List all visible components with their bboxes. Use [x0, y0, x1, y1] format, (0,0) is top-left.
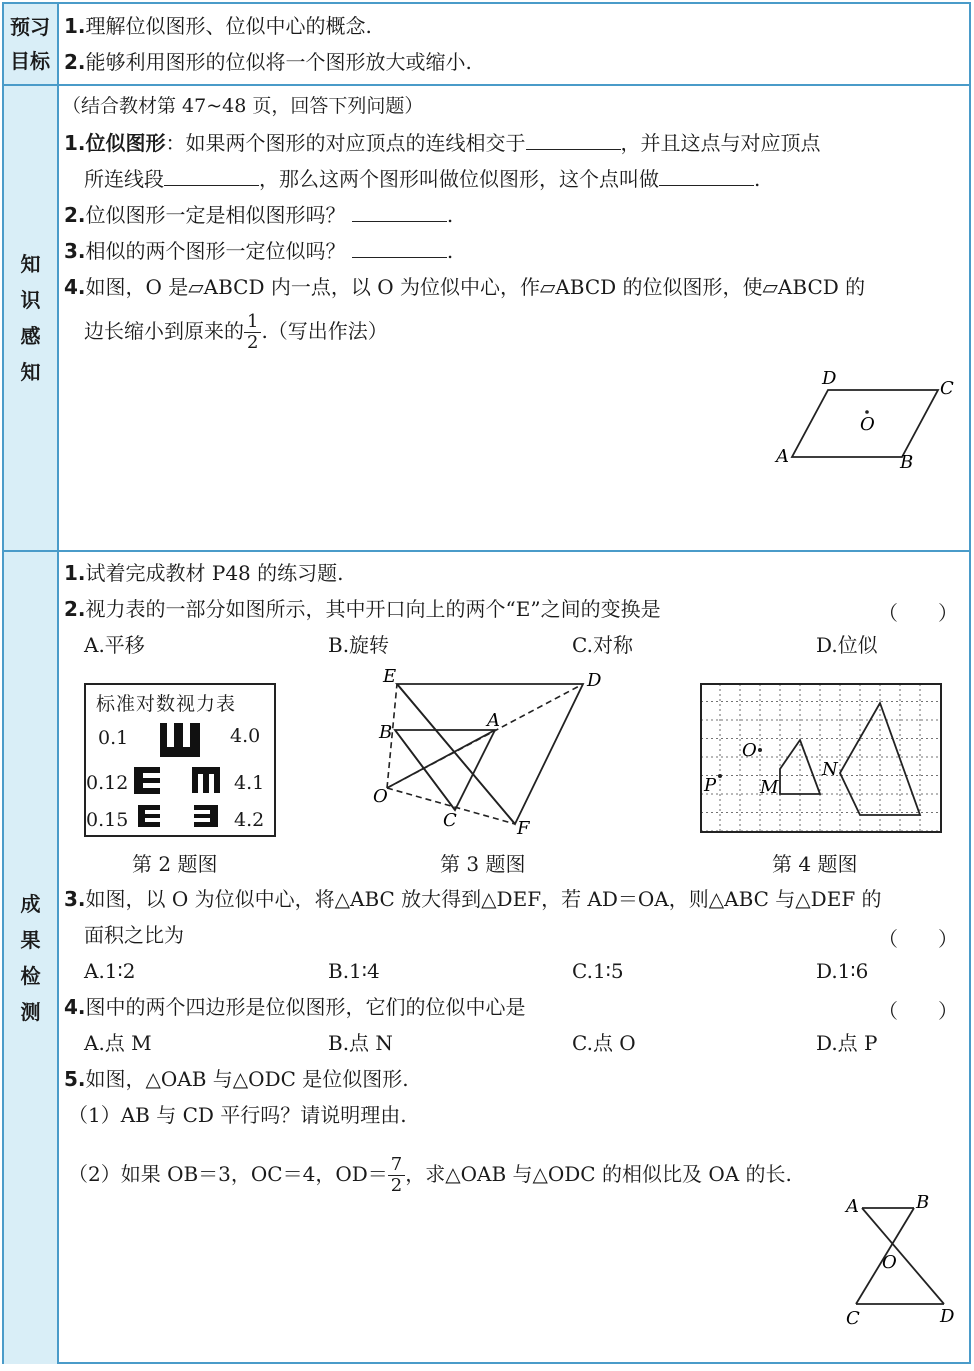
label-a: A [776, 446, 789, 467]
segment-oa [387, 730, 495, 788]
caption-fig2: 第 2 题图 [132, 852, 218, 876]
segment-ef [397, 684, 515, 824]
label-d: D [940, 1306, 955, 1327]
option-a[interactable]: A.1∶2 [84, 959, 136, 983]
label-m: M [760, 777, 779, 798]
e-symbol-up-large [160, 723, 200, 757]
goal-2: 2.能够利用图形的位似将一个图形放大或缩小. [64, 50, 472, 74]
label-f: F [517, 818, 530, 839]
result-p3-line2: 面积之比为 [84, 923, 184, 947]
knowledge-q2: 2.位似图形一定是相似图形吗？ . [64, 203, 454, 227]
answer-paren[interactable]: （ ） [878, 601, 958, 625]
point-o [758, 748, 762, 752]
result-p4: 4.图中的两个四边形是位似图形，它们的位似中心是 [64, 995, 526, 1019]
label-n: N [822, 759, 838, 780]
label-d: D [822, 368, 837, 389]
answer-paren[interactable]: （ ） [878, 999, 958, 1023]
result-p5: 5.如图，△OAB 与△ODC 是位似图形. [64, 1067, 409, 1091]
label-o: O [882, 1252, 897, 1273]
answer-blank[interactable] [352, 203, 447, 222]
answer-blank[interactable] [659, 167, 754, 186]
knowledge-q1-line1: 1.位似图形：如果两个图形的对应顶点的连线相交于 ，并且这点与对应顶点 [64, 131, 821, 155]
label-c: C [846, 1308, 860, 1328]
result-char: 测 [20, 1000, 41, 1024]
divider [4, 550, 969, 552]
answer-blank[interactable] [352, 239, 447, 258]
result-char: 果 [20, 928, 41, 952]
section-label-result [4, 552, 59, 1364]
answer-paren[interactable]: （ ） [878, 927, 958, 951]
fraction: $\frac{1}{2}$ [244, 312, 261, 353]
grid [701, 684, 941, 832]
eye-left-value: 0.15 [86, 809, 129, 831]
figure-4-grid [700, 683, 945, 835]
e-symbol-right-small [138, 805, 160, 827]
option-a[interactable]: A.点 M [84, 1031, 152, 1055]
goal-1: 1.理解位似图形、位似中心的概念. [64, 14, 372, 38]
option-c[interactable]: C.1∶5 [572, 959, 624, 983]
fraction: $\frac{7}{2}$ [388, 1155, 405, 1196]
label-b: B [916, 1192, 930, 1213]
eye-left-value: 0.12 [86, 772, 129, 794]
result-p5-part2: （2）如果 OB＝3，OC＝4，OD＝ $\frac{7}{2}$ ，求△OAB 与△ODC 的相似比及 OA 的长. [68, 1154, 792, 1196]
caption-fig3: 第 3 题图 [440, 852, 526, 876]
label-o: O [742, 740, 757, 761]
option-d[interactable]: D.位似 [816, 633, 878, 657]
figure-5 [840, 1188, 965, 1328]
point-p [718, 774, 722, 778]
label-e: E [383, 666, 397, 687]
result-char: 成 [20, 892, 41, 916]
label-o: O [860, 414, 875, 435]
knowledge-char: 知 [20, 360, 41, 384]
label-c: C [940, 378, 954, 399]
label-o: O [373, 786, 388, 807]
result-p1: 1.试着完成教材 P48 的练习题. [64, 561, 344, 585]
option-c[interactable]: C.点 O [572, 1031, 636, 1055]
e-symbols [86, 685, 274, 835]
preview-label: 预习目标 [10, 15, 50, 73]
section-label-preview [4, 4, 59, 84]
aux [397, 684, 495, 730]
label-d: D [587, 670, 602, 691]
knowledge-q4-line1: 4.如图，O 是▱ABCD 内一点，以 O 为位似中心，作▱ABCD 的位似图形，使▱ABCD 的 [64, 275, 866, 299]
label-c: C [443, 810, 457, 831]
knowledge-q3: 3.相似的两个图形一定位似吗？ . [64, 239, 454, 263]
knowledge-q4-line2: 边长缩小到原来的 $\frac{1}{2}$ .（写出作法） [84, 311, 388, 353]
segment-ad [862, 1208, 944, 1304]
eye-left-value: 0.1 [98, 727, 129, 749]
option-b[interactable]: B.旋转 [328, 633, 390, 657]
knowledge-char: 识 [20, 288, 41, 312]
label-a: A [846, 1196, 859, 1217]
eye-right-value: 4.0 [230, 725, 261, 747]
eye-chart-title: 标准对数视力表 [96, 693, 237, 715]
e-symbol-left-small [194, 805, 218, 827]
option-d[interactable]: D.点 P [816, 1031, 878, 1055]
section-label-knowledge [4, 84, 59, 552]
knowledge-char: 感 [20, 324, 41, 348]
e-symbol-right [134, 767, 160, 794]
result-p3-line1: 3.如图，以 O 为位似中心，将△ABC 放大得到△DEF，若 AD＝OA，则△ABC 与△DEF 的 [64, 887, 882, 911]
eye-chart [84, 683, 276, 837]
label-b: B [900, 452, 914, 473]
grid-border [701, 684, 941, 832]
knowledge-intro: （结合教材第 47~48 页，回答下列问题） [62, 95, 424, 117]
caption-fig4: 第 4 题图 [772, 852, 858, 876]
option-b[interactable]: B.点 N [328, 1031, 393, 1055]
eye-right-value: 4.2 [234, 809, 265, 831]
result-p2: 2.视力表的一部分如图所示，其中开口向上的两个“E”之间的变换是 [64, 597, 661, 621]
label-a: A [487, 710, 500, 731]
option-d[interactable]: D.1∶6 [816, 959, 869, 983]
label-p: P [704, 775, 717, 796]
figure-3 [365, 664, 620, 844]
knowledge-q1-line2: 所连线段 ，那么这两个图形叫做位似图形，这个点叫做 . [84, 167, 761, 191]
option-b[interactable]: B.1∶4 [328, 959, 380, 983]
result-char: 检 [20, 964, 41, 988]
label-b: B [379, 722, 393, 743]
knowledge-char: 知 [20, 252, 41, 276]
answer-blank[interactable] [164, 167, 259, 186]
option-c[interactable]: C.对称 [572, 633, 633, 657]
triangle-def [397, 684, 583, 824]
option-a[interactable]: A.平移 [84, 633, 145, 657]
parallelogram-figure [770, 364, 965, 474]
answer-blank[interactable] [526, 131, 621, 150]
divider [4, 84, 969, 86]
e-symbol-down [192, 767, 220, 793]
eye-right-value: 4.1 [234, 772, 265, 794]
result-p5-part1: （1）AB 与 CD 平行吗？请说明理由. [68, 1103, 407, 1127]
